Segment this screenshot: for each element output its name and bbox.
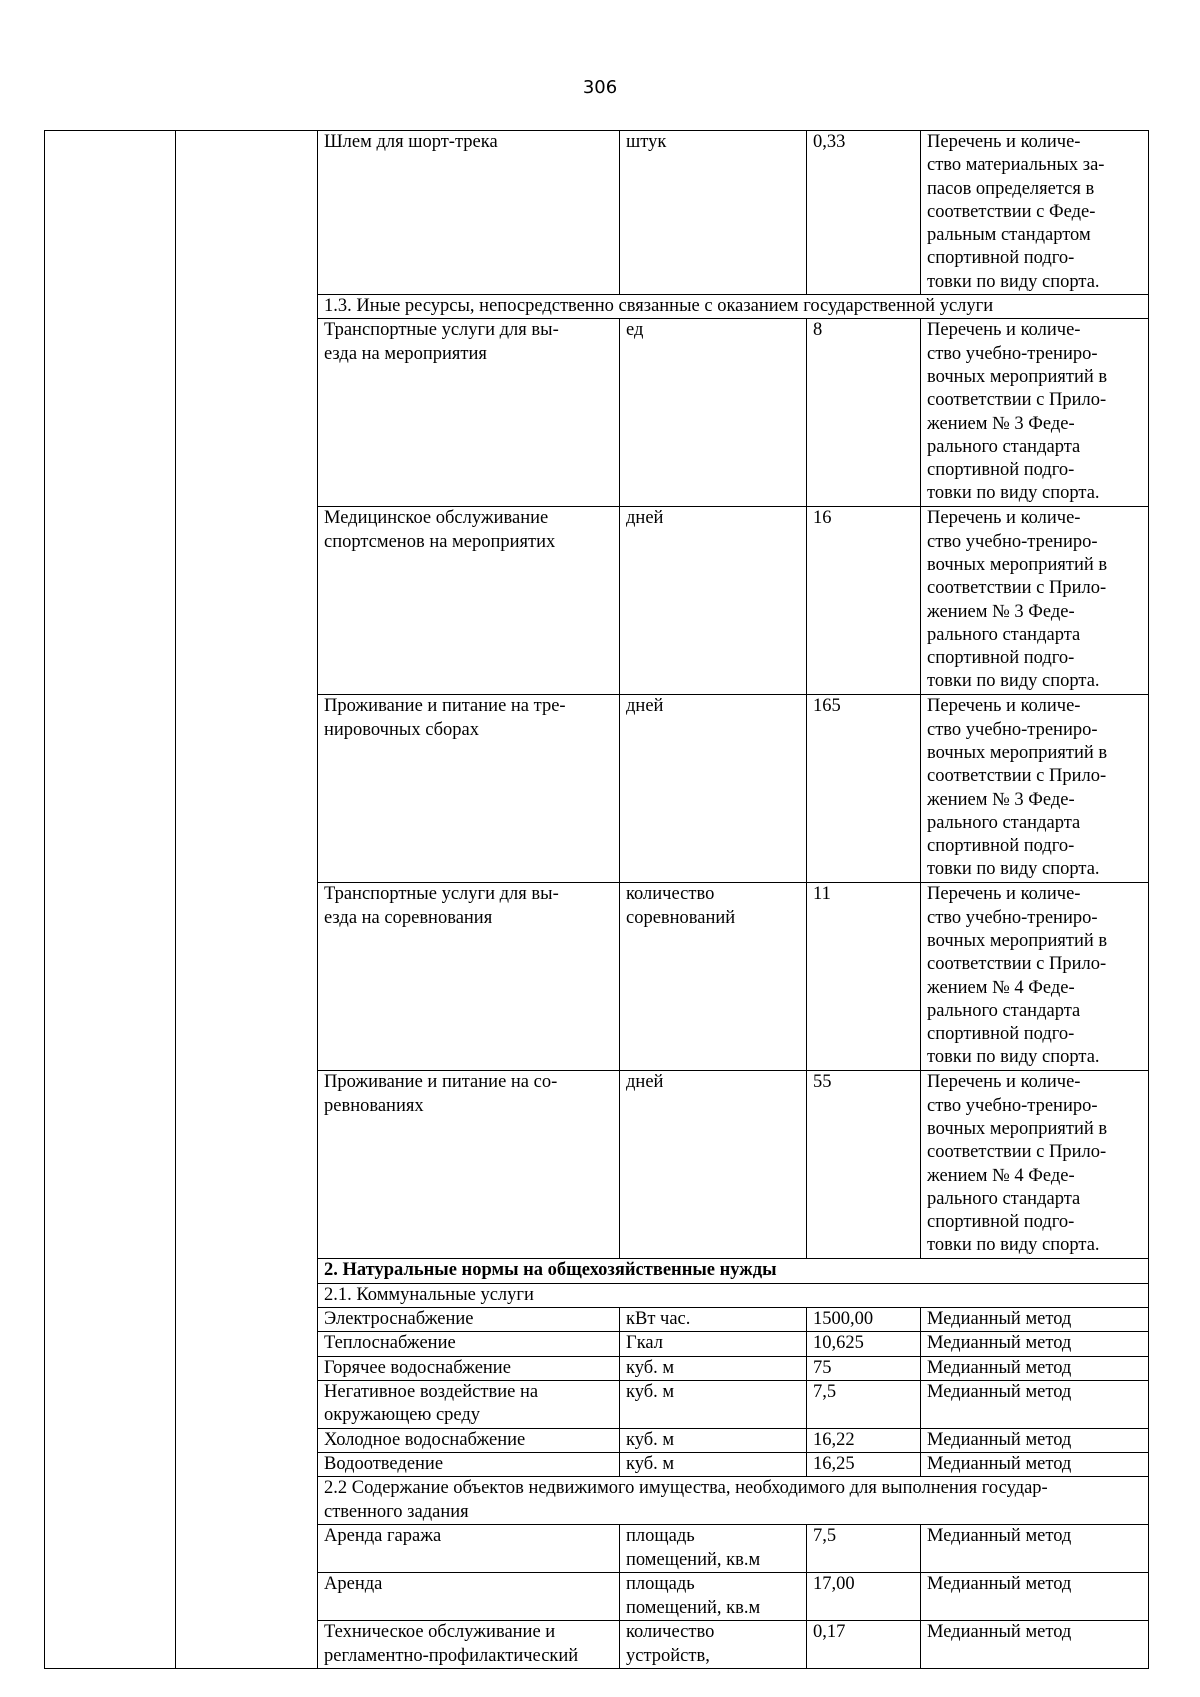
- value-cell: 17,00: [807, 1573, 921, 1621]
- unit-cell: штук: [620, 131, 807, 295]
- resource-name-cell: Шлем для шорт-трека: [318, 131, 620, 295]
- resource-name-cell: Медицинское обслуживание спортсменов на мероприятих: [318, 507, 620, 695]
- note-cell: Медианный метод: [921, 1307, 1149, 1331]
- unit-cell: кВт час.: [620, 1307, 807, 1331]
- blank-column-2: [176, 131, 318, 1669]
- unit-cell: ед: [620, 319, 807, 507]
- note-cell: Медианный метод: [921, 1525, 1149, 1573]
- unit-cell: Гкал: [620, 1332, 807, 1356]
- note-cell: Медианный метод: [921, 1573, 1149, 1621]
- value-cell: 75: [807, 1356, 921, 1380]
- value-cell: 16,22: [807, 1428, 921, 1452]
- value-cell: 55: [807, 1071, 921, 1259]
- value-cell: 16,25: [807, 1453, 921, 1477]
- value-cell: 7,5: [807, 1380, 921, 1428]
- blank-column-1: [45, 131, 176, 1669]
- value-cell: 1500,00: [807, 1307, 921, 1331]
- unit-cell: площадь помещений, кв.м: [620, 1525, 807, 1573]
- resource-name-cell: Теплоснабжение: [318, 1332, 620, 1356]
- value-cell: 0,17: [807, 1621, 921, 1669]
- table-row: [45, 131, 1149, 295]
- unit-cell: количество соревнований: [620, 883, 807, 1071]
- note-cell: Медианный метод: [921, 1380, 1149, 1428]
- unit-cell: дней: [620, 1071, 807, 1259]
- note-cell: Перечень и количе- ство материальных за- пасов определяется в соответствии с Феде- ральным стандартом спортивной подго- товки по виду спорта.: [921, 131, 1149, 295]
- value-cell: 8: [807, 319, 921, 507]
- note-cell: Медианный метод: [921, 1356, 1149, 1380]
- resource-name-cell: Проживание и питание на со- ревнованиях: [318, 1071, 620, 1259]
- section-heading-2-1: 2.1. Коммунальные услуги: [318, 1283, 1149, 1307]
- resource-name-cell: Проживание и питание на тре- нировочных сборах: [318, 695, 620, 883]
- resource-name-cell: Транспортные услуги для вы- езда на мероприятия: [318, 319, 620, 507]
- note-cell: Медианный метод: [921, 1621, 1149, 1669]
- section-heading-2: 2. Натуральные нормы на общехозяйственные нужды: [318, 1259, 1149, 1283]
- unit-cell: куб. м: [620, 1356, 807, 1380]
- resource-name-cell: Аренда: [318, 1573, 620, 1621]
- note-cell: Перечень и количе- ство учебно-трениро- вочных мероприятий в соответствии с Прило- жением № 4 Феде- рального стандарта спортивной подго- товки по виду спорта.: [921, 1071, 1149, 1259]
- note-cell: Медианный метод: [921, 1428, 1149, 1452]
- unit-cell: дней: [620, 507, 807, 695]
- unit-cell: дней: [620, 695, 807, 883]
- note-cell: Медианный метод: [921, 1453, 1149, 1477]
- note-cell: Медианный метод: [921, 1332, 1149, 1356]
- value-cell: 165: [807, 695, 921, 883]
- resource-name-cell: Горячее водоснабжение: [318, 1356, 620, 1380]
- page-number: 306: [582, 77, 618, 98]
- unit-cell: куб. м: [620, 1428, 807, 1452]
- unit-cell: куб. м: [620, 1380, 807, 1428]
- note-cell: Перечень и количе- ство учебно-трениро- вочных мероприятий в соответствии с Прило- жением № 3 Феде- рального стандарта спортивной подго- товки по виду спорта.: [921, 695, 1149, 883]
- value-cell: 0,33: [807, 131, 921, 295]
- note-cell: Перечень и количе- ство учебно-трениро- вочных мероприятий в соответствии с Прило- жением № 4 Феде- рального стандарта спортивной подго- товки по виду спорта.: [921, 883, 1149, 1071]
- value-cell: 16: [807, 507, 921, 695]
- section-heading-1-3: 1.3. Иные ресурсы, непосредственно связанные с оказанием государственной услуги: [318, 295, 1149, 319]
- unit-cell: количество устройств,: [620, 1621, 807, 1669]
- resource-name-cell: Негативное воздействие на окружающею среду: [318, 1380, 620, 1428]
- note-cell: Перечень и количе- ство учебно-трениро- вочных мероприятий в соответствии с Прило- жением № 3 Феде- рального стандарта спортивной подго- товки по виду спорта.: [921, 319, 1149, 507]
- value-cell: 11: [807, 883, 921, 1071]
- section-heading-2-2: 2.2 Содержание объектов недвижимого имущества, необходимого для выполнения государ- ственного задания: [318, 1477, 1149, 1525]
- resource-name-cell: Транспортные услуги для вы- езда на соревнования: [318, 883, 620, 1071]
- resource-name-cell: Аренда гаража: [318, 1525, 620, 1573]
- note-cell: Перечень и количе- ство учебно-трениро- вочных мероприятий в соответствии с Прило- жением № 3 Феде- рального стандарта спортивной подго- товки по виду спорта.: [921, 507, 1149, 695]
- resource-name-cell: Холодное водоснабжение: [318, 1428, 620, 1452]
- value-cell: 7,5: [807, 1525, 921, 1573]
- unit-cell: площадь помещений, кв.м: [620, 1573, 807, 1621]
- resource-name-cell: Электроснабжение: [318, 1307, 620, 1331]
- unit-cell: куб. м: [620, 1453, 807, 1477]
- value-cell: 10,625: [807, 1332, 921, 1356]
- resource-name-cell: Техническое обслуживание и регламентно-профилактический: [318, 1621, 620, 1669]
- norms-table: [44, 130, 1149, 1669]
- resource-name-cell: Водоотведение: [318, 1453, 620, 1477]
